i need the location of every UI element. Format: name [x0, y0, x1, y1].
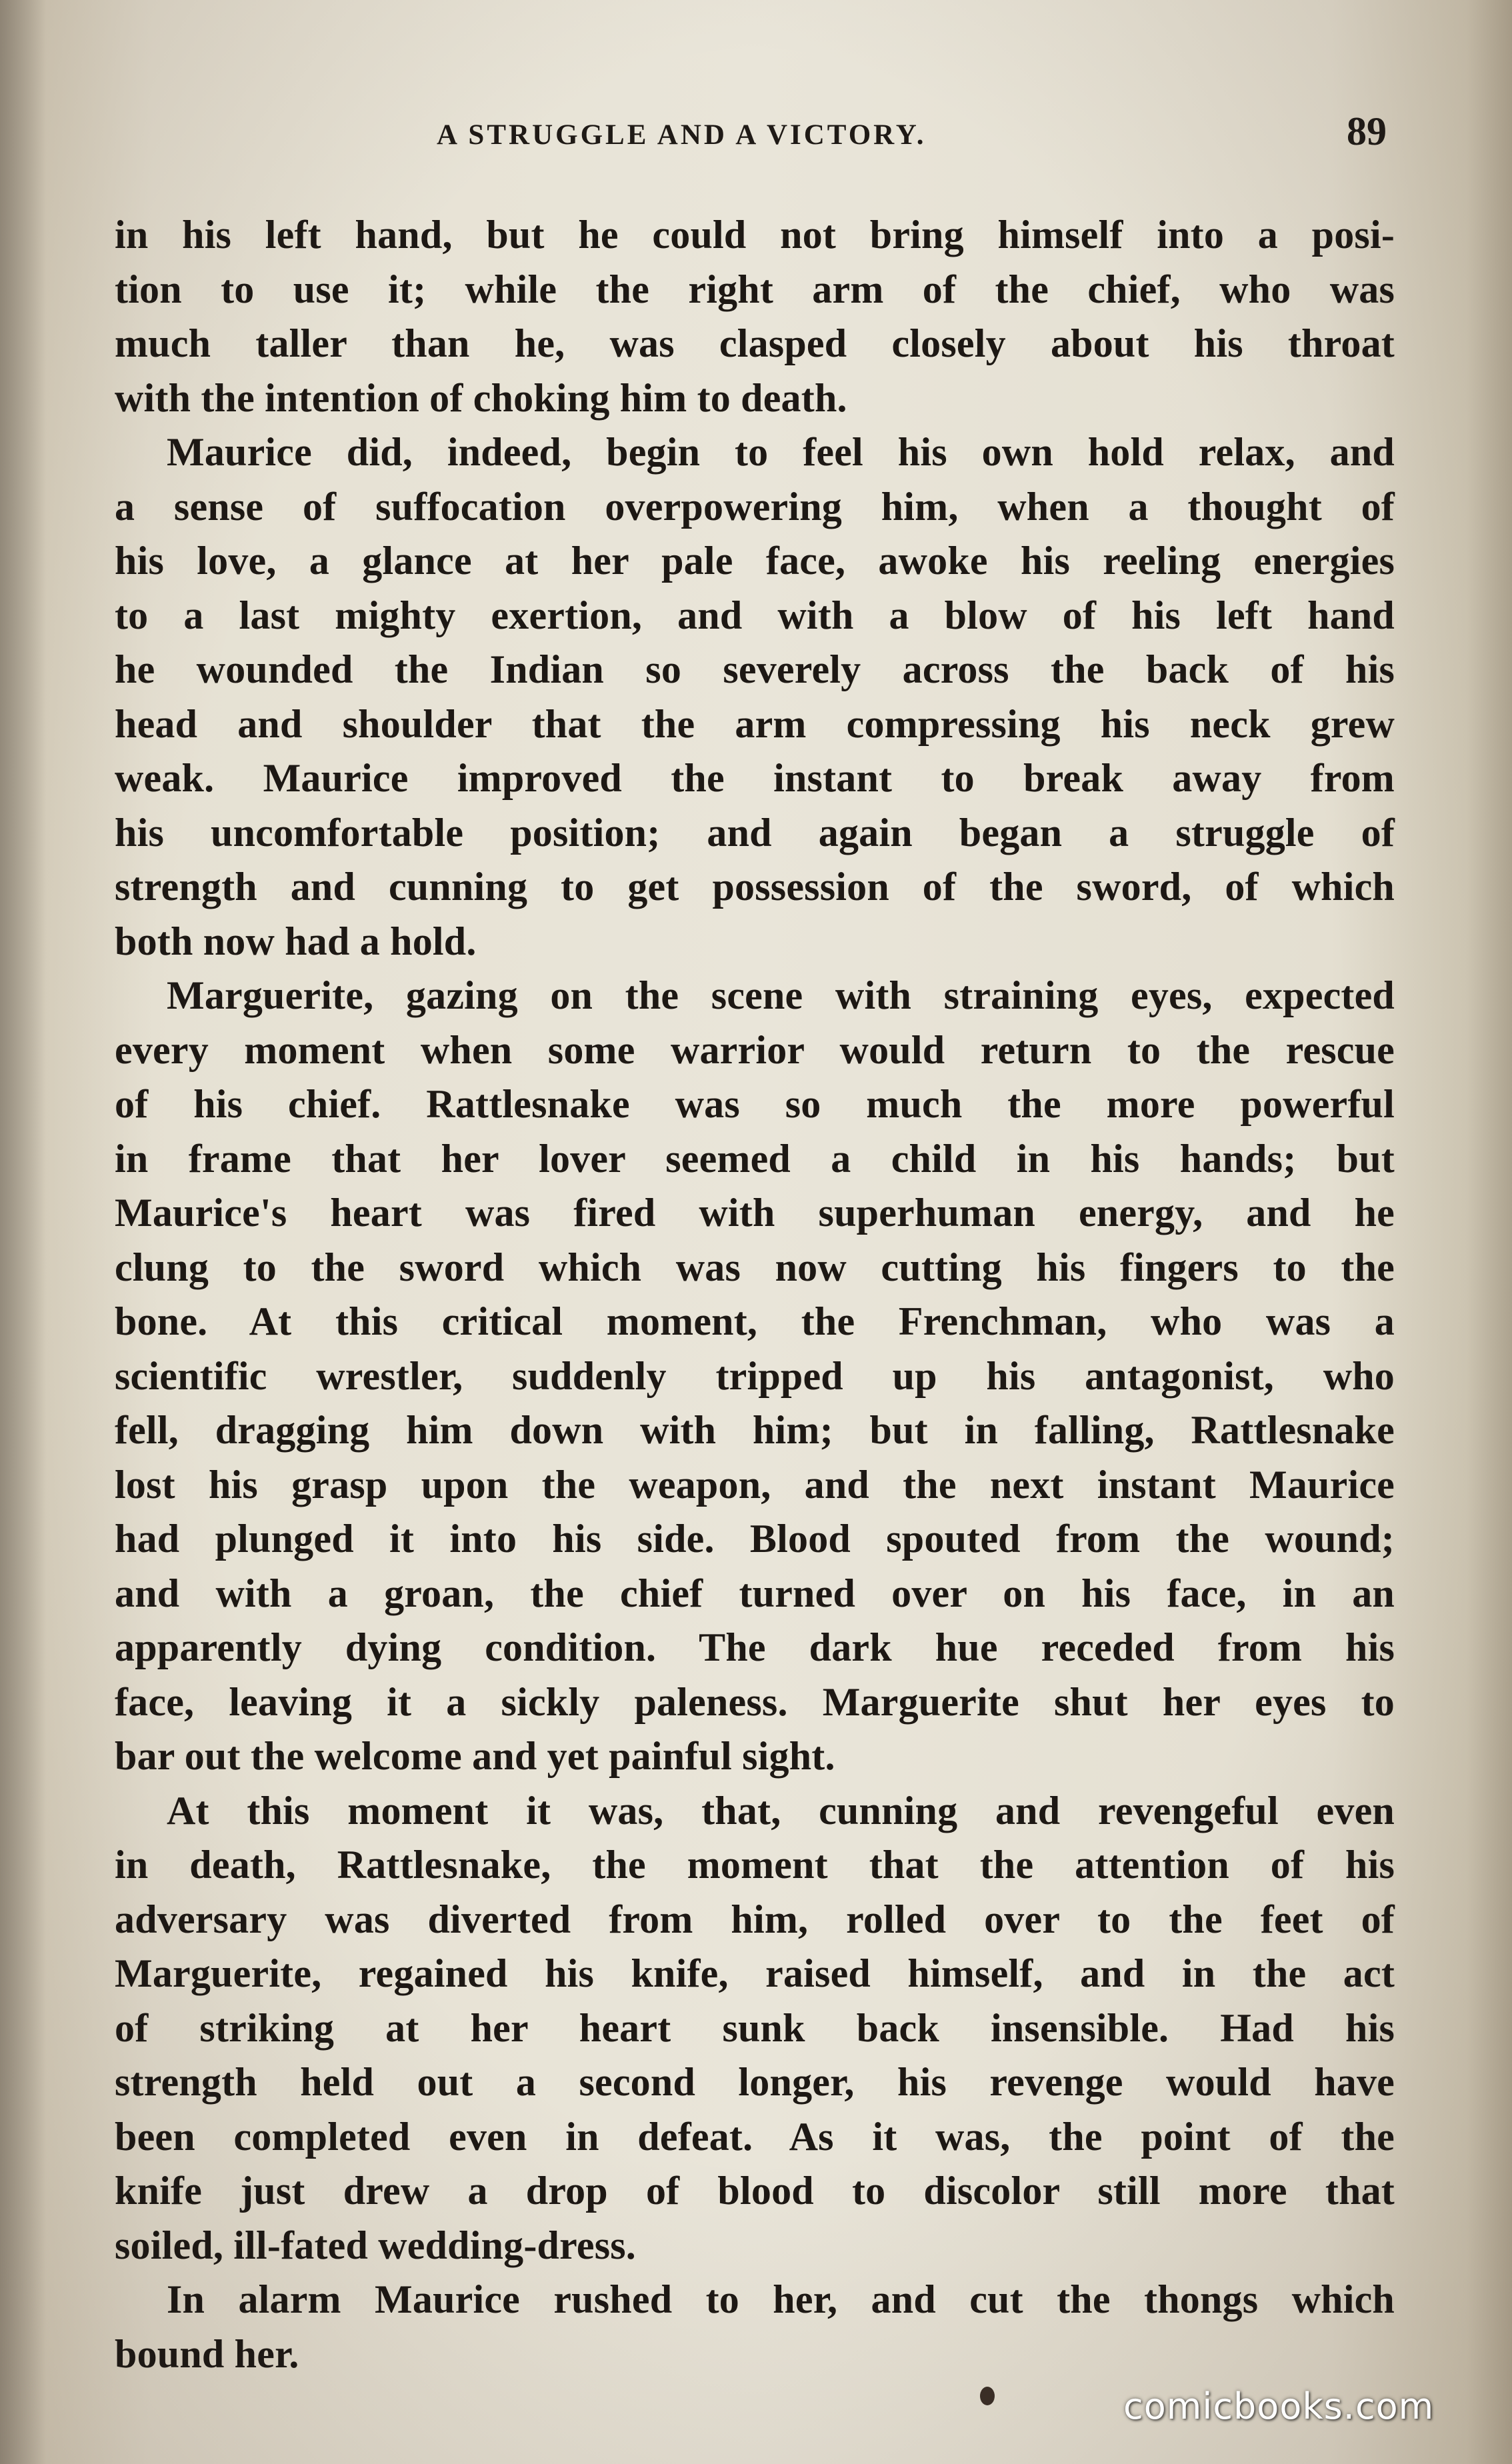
text-line: been completed even in defeat. As it was, the point of the: [115, 2114, 1395, 2159]
body-text: [115, 208, 1395, 2381]
text-line: a sense of suffocation overpowering him, when a thought of: [115, 484, 1395, 529]
text-line: head and shoulder that the arm compressing his neck grew: [115, 701, 1395, 746]
text-line: bar out the welcome and yet painful sight.: [115, 1734, 835, 1778]
paragraph-1: [115, 208, 1395, 425]
text-line: weak. Maurice improved the instant to break away from: [115, 756, 1395, 800]
text-line: both now had a hold.: [115, 919, 477, 963]
text-line: his uncomfortable position; and again began a struggle of: [115, 810, 1395, 855]
text-line: bone. At this critical moment, the Frenchman, who was a: [115, 1299, 1395, 1343]
text-line: Maurice's heart was fired with superhuman energy, and he: [115, 1191, 1395, 1235]
text-line: At this moment it was, that, cunning and revengeful even: [167, 1788, 1395, 1833]
text-line: clung to the sword which was now cutting his fingers to the: [115, 1245, 1395, 1289]
text-line: apparently dying condition. The dark hue receded from his: [115, 1625, 1395, 1669]
running-head: [0, 109, 1512, 159]
text-line: Maurice did, indeed, begin to feel his own hold relax, and: [167, 430, 1395, 474]
page-edge-shadow: [0, 0, 47, 2464]
text-line: in death, Rattlesnake, the moment that the attention of his: [115, 1843, 1395, 1887]
text-line: soiled, ill-fated wedding-dress.: [115, 2223, 637, 2267]
text-line: had plunged it into his side. Blood spouted from the wound;: [115, 1517, 1395, 1561]
text-line: in frame that her lover seemed a child in his hands; but: [115, 1136, 1395, 1181]
text-line: bound her.: [115, 2331, 299, 2376]
text-line: Marguerite, gazing on the scene with straining eyes, expected: [167, 973, 1395, 1017]
text-line: he wounded the Indian so severely across the back of his: [115, 647, 1395, 691]
running-title: A STRUGGLE AND A VICTORY.: [437, 119, 927, 151]
text-line: his love, a glance at her pale face, awoke his reeling energies: [115, 539, 1395, 583]
paragraph-4: [115, 1784, 1395, 2273]
text-line: strength held out a second longer, his revenge would have: [115, 2060, 1395, 2104]
text-line: and with a groan, the chief turned over on his face, in an: [115, 1571, 1395, 1615]
paragraph-2: [115, 425, 1395, 969]
text-line: to a last mighty exertion, and with a blow of his left hand: [115, 593, 1395, 637]
text-line: face, leaving it a sickly paleness. Marguerite shut her eyes to: [115, 1679, 1395, 1724]
text-line: tion to use it; while the right arm of the chief, who was: [115, 267, 1395, 311]
page-number: 89: [1347, 109, 1387, 153]
text-line: lost his grasp upon the weapon, and the next instant Maurice: [115, 1462, 1395, 1507]
ink-speck: [980, 2387, 995, 2405]
text-line: of striking at her heart sunk back insensible. Had his: [115, 2005, 1395, 2050]
text-line: fell, dragging him down with him; but in falling, Rattlesnake: [115, 1408, 1395, 1452]
paragraph-3: [115, 969, 1395, 1784]
text-line: adversary was diverted from him, rolled over to the feet of: [115, 1897, 1395, 1941]
text-line: every moment when some warrior would return to the rescue: [115, 1027, 1395, 1072]
text-line: knife just drew a drop of blood to discolor still more that: [115, 2169, 1395, 2213]
paragraph-5: [115, 2273, 1395, 2381]
text-line: with the intention of choking him to death.: [115, 375, 847, 420]
watermark: comicbooks.com: [1123, 2385, 1435, 2427]
text-line: in his left hand, but he could not bring himself into a posi-: [115, 213, 1395, 257]
text-line: of his chief. Rattlesnake was so much the more powerful: [115, 1082, 1395, 1126]
text-line: Marguerite, regained his knife, raised himself, and in the act: [115, 1951, 1395, 1995]
text-line: much taller than he, was clasped closely about his throat: [115, 321, 1395, 365]
text-line: In alarm Maurice rushed to her, and cut the thongs which: [167, 2277, 1395, 2321]
text-line: strength and cunning to get possession of the sword, of which: [115, 865, 1395, 909]
text-line: scientific wrestler, suddenly tripped up his antagonist, who: [115, 1353, 1395, 1398]
